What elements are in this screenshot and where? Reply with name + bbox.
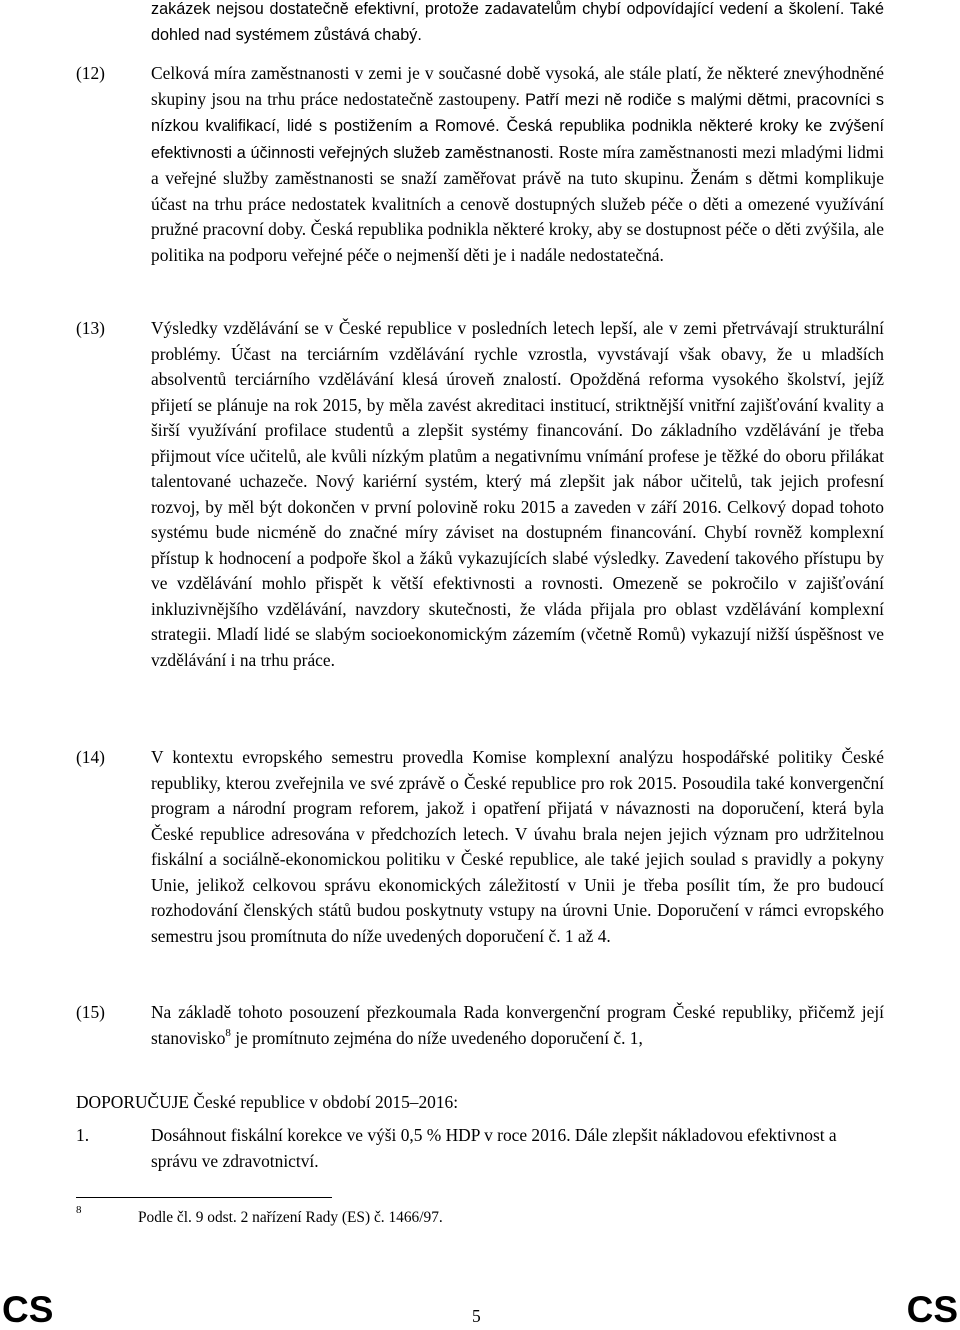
paragraph-continuation-text: zakázek nejsou dostatečně efektivní, protože zadavatelům chybí odpovídající vedení a školení. Také dohled nad systémem zůstává chabý. [151, 0, 884, 44]
language-code-right: CS [906, 1289, 958, 1330]
footnote-reference[interactable]: 8 [225, 1026, 231, 1039]
paragraph-15 [76, 1000, 884, 1051]
paragraph-text-segment-sans: Patří mezi ně rodiče s malými dětmi, pracovníci s nízkou kvalifikací, lidé s postižením a Romové. Česká republika podnikla některé kroky ke zvýšení efektivnosti a účinnosti veřejných služeb zaměstnanosti. [151, 90, 884, 162]
paragraph-number: (12) [76, 63, 105, 83]
paragraph-text-segment: je promítnuto zejména do níže uvedeného doporučení č. 1, [230, 1027, 643, 1048]
page-number: 5 [472, 1306, 481, 1326]
recommendation-heading: DOPORUČUJE České republice v období 2015–2016: [76, 1092, 459, 1112]
paragraph-text: Výsledky vzdělávání se v České republice v posledních letech lepší, ale v zemi přetrvávají strukturální problémy. Účast na terciárním vzdělávání rychle vzrostla, vyvstávají však obavy, že u mladších absolventů terciárního vzdělávání klesá úroveň znalostí. Opožděná reforma vysokého školství, jejíž přijetí se plánuje na rok 2015, by měla zavést akreditaci institucí, striktnější vnitřní zajišťování kvality a širší využívání profilace studentů a zlepšit systémy financování. Do základního vzdělávání je třeba přijmout více učitelů, ale kvůli nízkým platům a negativnímu vnímání profese je těžké do oboru přilákat talentované uchazeče. Nový kariérní systém, který má zlepšit jak nábor učitelů, tak jejich profesní rozvoj, by měl být dokončen v první polovině roku 2015 a zaveden v září 2016. Celkový dopad tohoto systému bude nicméně do značné míry záviset na dostupném financování. Chybí rovněž komplexní přístup k hodnocení a podpoře škol a žáků vykazujících slabé výsledky. Zavedení takového přístupu by ve vzdělávání mohlo přispět k větší efektivnosti a rovnosti. Omezeně se pokročilo v zajišťování inkluzivnějšího vzdělávání, navzdory skutečnosti, že vláda přijala pro oblast vzdělávání komplexní strategii. Mladí lidé se slabým socioekonomickým zázemím (včetně Romů) vykazují nižší úspěšnost ve vzdělávání i na trhu práce. [151, 318, 884, 670]
recommendation-number: 1. [76, 1125, 90, 1145]
paragraph-text-segment: Celková míra zaměstnanosti v zemi je v současné době vysoká, ale stále platí, že některé znevýhodněné skupiny jsou na trhu práce nedostatečně zastoupeny. [151, 63, 884, 109]
paragraph-text [151, 1000, 884, 1051]
paragraph-number: (14) [76, 747, 105, 767]
paragraph-text: V kontextu evropského semestru provedla Komise komplexní analýzu hospodářské politiky České republiky, kterou zveřejnila ve své zprávě o České republice pro rok 2015. Posoudila také konvergenční program a národní program reforem, jakož i opatření přijatá v návaznosti na doporučení, která byla České republice adresována v předchozích letech. V úvahu brala nejen jejich význam pro udržitelnou fiskální a sociálně-ekonomickou politiku v České republice, ale také jejich soulad s pravidly a pokyny Unie, jelikož celkovou správu ekonomických záležitostí v Unii je třeba posílit tím, že pro budoucí rozhodování členských států budou poskytnuty vstupy na úrovni Unie. Doporučení v rámci evropského semestru jsou promítnuta do níže uvedených doporučení č. 1 až 4. [151, 747, 884, 946]
paragraph-continuation [76, 0, 884, 48]
paragraph-text-segment: Roste míra zaměstnanosti mezi mladými lidmi a veřejné služby zaměstnanosti se snaží zaměřovat právě na tuto skupinu. Ženám s dětmi komplikuje účast na trhu práce nedostatek kvalitních a cenově dostupných služeb péče o děti a omezené využívání pružné pracovní doby. Česká republika podnikla některé kroky, aby se dostupnost péče o děti zvýšila, ale politika na podporu veřejné péče o nejmenší děti je i nadále nedostatečná. [151, 141, 884, 265]
recommendation-1 [76, 1123, 884, 1174]
footnote-number: 8 [76, 1204, 82, 1216]
footnote [76, 1204, 884, 1228]
footnote-divider [76, 1197, 332, 1198]
paragraph-text-segment: Na základě tohoto posouzení přezkoumala Rada konvergenční program České republiky, přičemž její stanovisko [151, 1002, 884, 1048]
paragraph-13 [76, 316, 884, 673]
footnote-text: Podle čl. 9 odst. 2 nařízení Rady (ES) č. 1466/97. [138, 1209, 443, 1226]
paragraph-12 [76, 61, 884, 268]
language-code-left: CS [2, 1289, 54, 1330]
paragraph-number: (15) [76, 1002, 105, 1022]
recommendation-text: Dosáhnout fiskální korekce ve výši 0,5 % HDP v roce 2016. Dále zlepšit nákladovou efektivnost a správu ve zdravotnictví. [151, 1125, 837, 1171]
paragraph-14 [76, 745, 884, 949]
paragraph-number: (13) [76, 318, 105, 338]
paragraph-text [151, 61, 884, 268]
